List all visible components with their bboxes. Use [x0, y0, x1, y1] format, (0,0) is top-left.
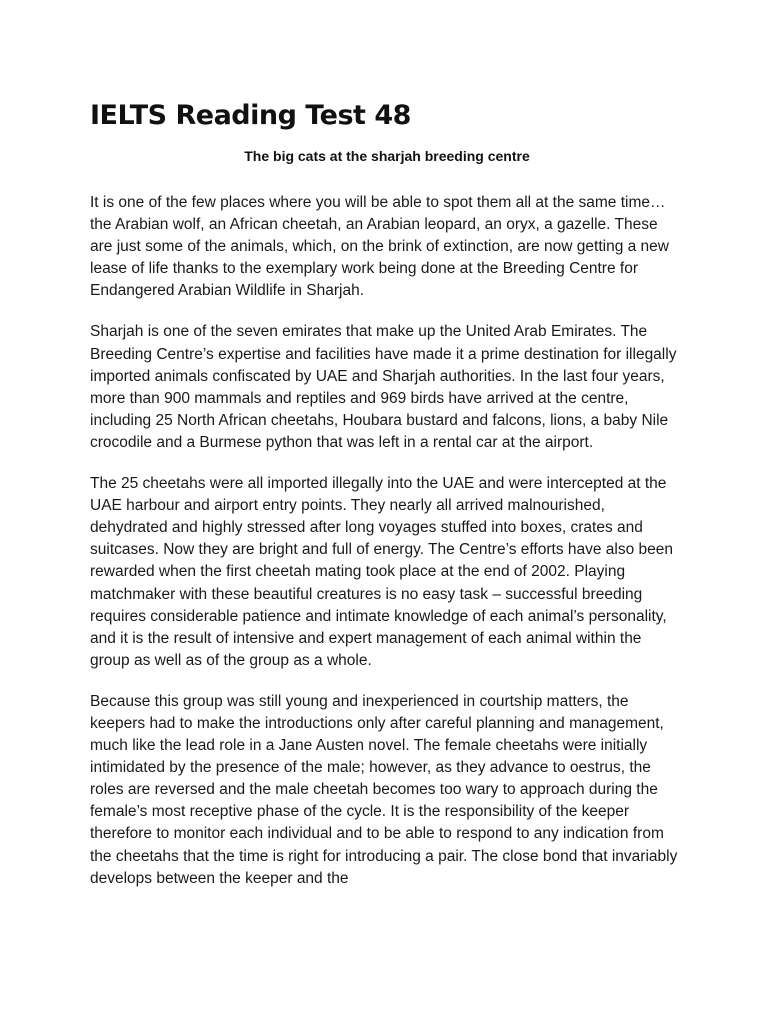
paragraph-3: The 25 cheetahs were all imported illegally into the UAE and were intercepted at the UAE harbour and airport entry points. They nearly all arrived malnourished, dehydrated and highly stressed after long voyages stuffed into boxes, crates and suitcases. Now they are bright and full of energy. The Centre’s efforts have also been rewarded when the first cheetah mating took place at the end of 2002. Playing matchmaker with these beautiful creatures is no easy task – successful breeding requires considerable patience and intimate knowledge of each animal’s personality, and it is the result of intensive and expert management of each animal within the group as well as of the group as a whole.: [90, 475, 674, 669]
page-title: IELTS Reading Test 48: [90, 100, 411, 131]
passage-body: [90, 192, 684, 890]
paragraph-1: It is one of the few places where you will be able to spot them all at the same time… the Arabian wolf, an African cheetah, an Arabian leopard, an oryx, a gazelle. These are just some of the animals, which, on the brink of extinction, are now getting a new lease of life thanks to the exemplary work being done at the Breeding Centre for Endangered Arabian Wildlife in Sharjah.: [90, 194, 669, 300]
document-page: [90, 96, 684, 890]
paragraph-4: Because this group was still young and inexperienced in courtship matters, the keepers had to make the introductions only after careful planning and management, much like the lead role in a Jane Austen novel. The female cheetahs were initially intimidated by the presence of the male; however, as they advance to oestrus, the roles are reversed and the male cheetah becomes too wary to approach during the female’s most receptive phase of the cycle. It is the responsibility of the keeper therefore to monitor each individual and to be able to respond to any indication from the cheetahs that the time is right for introducing a pair. The close bond that invariably develops between the keeper and the: [90, 692, 678, 887]
paragraph-2: Sharjah is one of the seven emirates that make up the United Arab Emirates. The Breeding Centre’s expertise and facilities have made it a prime destination for illegally imported animals confiscated by UAE and Sharjah authorities. In the last four years, more than 900 mammals and reptiles and 969 birds have arrived at the centre, including 25 North African cheetahs, Houbara bustard and falcons, lions, a baby Nile crocodile and a Burmese python that was left in a rental car at the airport.: [90, 323, 677, 451]
passage-subtitle: The big cats at the sharjah breeding centre: [244, 148, 530, 164]
